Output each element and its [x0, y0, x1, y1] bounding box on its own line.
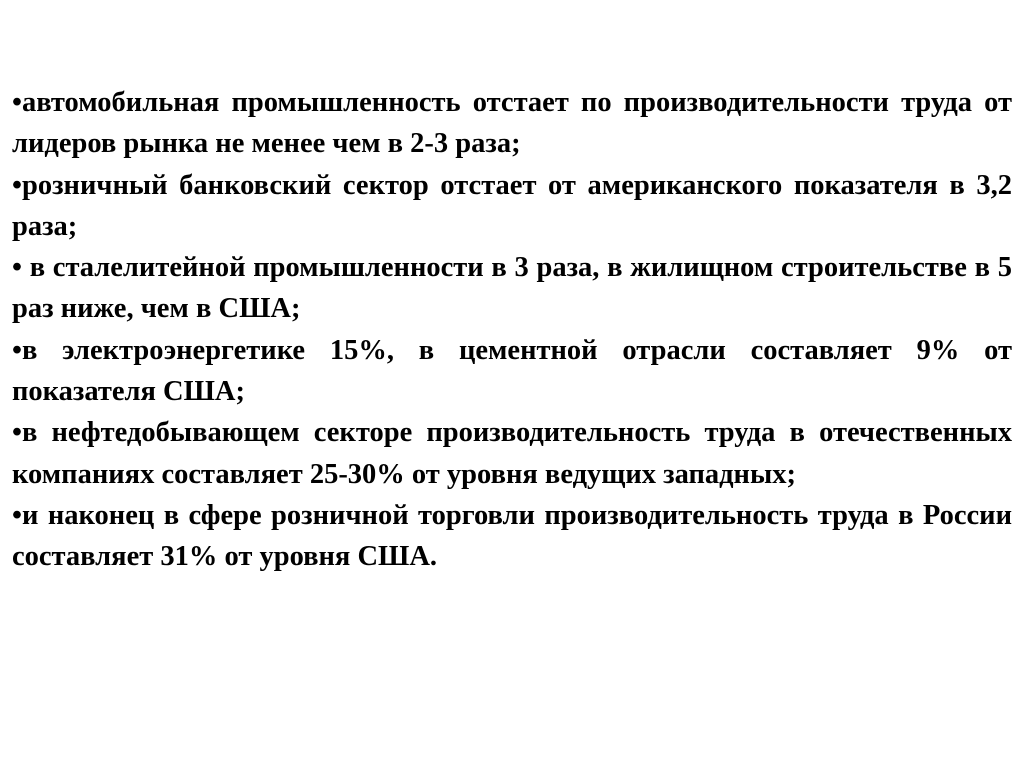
bullet-mark: •	[12, 169, 22, 201]
bullet-item-retail-banking	[12, 165, 1012, 248]
bullet-list	[12, 82, 1012, 578]
bullet-item-energy-cement	[12, 330, 1012, 413]
bullet-item-retail-trade	[12, 495, 1012, 578]
bullet-item-automotive	[12, 82, 1012, 165]
bullet-mark: •	[12, 252, 22, 284]
bullet-text: в электроэнергетике 15%, в цементной отрасли составляет 9% от показателя США;	[12, 334, 1012, 408]
bullet-text: и наконец в сфере розничной торговли производительность труда в России составляет 31% от уровня США.	[12, 499, 1012, 573]
bullet-mark: •	[12, 334, 22, 366]
bullet-mark: •	[12, 499, 22, 531]
bullet-item-oil-extraction	[12, 412, 1012, 495]
bullet-mark: •	[12, 87, 22, 118]
bullet-text: розничный банковский сектор отстает от американского показателя в 3,2 раза;	[12, 169, 1012, 242]
bullet-text: в нефтедобывающем секторе производительность труда в отечественных компаниях составляет 25-30% от уровня ведущих западных;	[12, 417, 1012, 490]
bullet-item-steel-housing	[12, 247, 1012, 330]
bullet-text: автомобильная промышленность отстает по производительности труда от лидеров рынка не менее чем в 2-3 раза;	[12, 87, 1012, 160]
bullet-mark: •	[12, 417, 22, 449]
bullet-text: в сталелитейной промышленности в 3 раза, в жилищном строительстве в 5 раз ниже, чем в США;	[12, 252, 1012, 325]
